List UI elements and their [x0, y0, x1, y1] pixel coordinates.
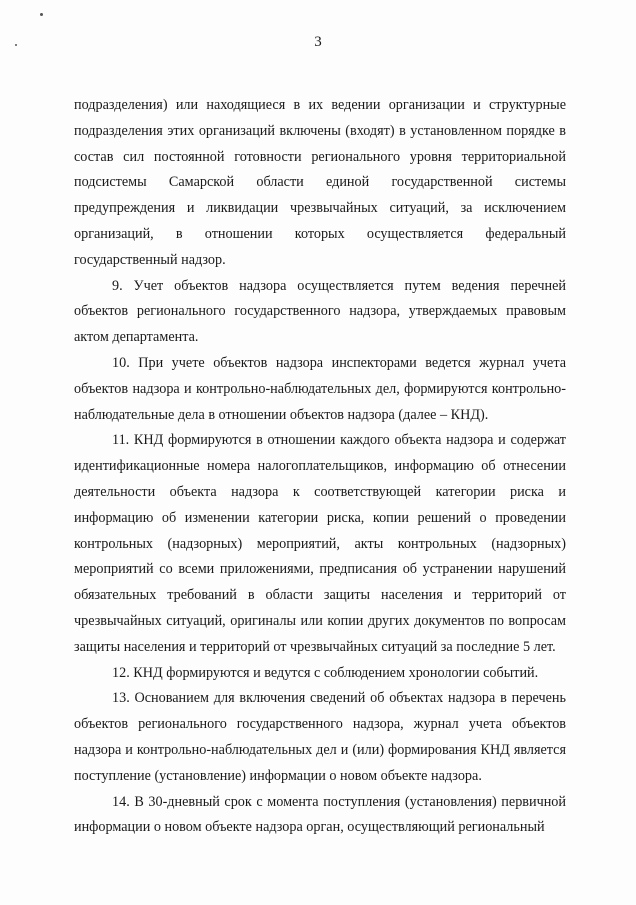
paragraph-11: 11. КНД формируются в отношении каждого объекта надзора и содержат идентификационные номера налогоплательщиков, информацию об отнесении деятельности объекта надзора к соответствующей категории риска и информацию об изменении категории риска, копии решений о проведении контрольных (надзорных) мероприятий, акты контрольных (надзорных) мероприятий со всеми приложениями, предписания об устранении нарушений обязательных требований в области защиты населения и территорий от чрезвычайных ситуаций, оригиналы или копии других документов по вопросам защиты населения и территорий от чрезвычайных ситуаций за последние 5 лет. — [74, 432, 566, 655]
scan-speck — [40, 13, 43, 16]
paragraph-9: 9. Учет объектов надзора осуществляется путем ведения перечней объектов регионального государственного надзора, утверждаемых правовым актом департамента. — [74, 277, 566, 346]
page-number: 3 — [314, 34, 322, 50]
paragraph-10: 10. При учете объектов надзора инспекторами ведется журнал учета объектов надзора и контрольно-наблюдательных дел, формируются контрольно-наблюдательные дела в отношении объектов надзора (далее – КНД). — [74, 354, 566, 423]
paragraph-13: 13. Основанием для включения сведений об объектах надзора в перечень объектов регионального государственного надзора, журнал учета объектов надзора и контрольно-наблюдательных дел и (или) формирования КНД является поступление (установление) информации о новом объекте надзора. — [74, 690, 566, 784]
document-body — [74, 93, 566, 841]
paragraph-continuation: подразделения) или находящиеся в их ведении организации и структурные подразделения этих организаций включены (входят) в установленном порядке в состав сил постоянной готовности регионального уровня территориальной подсистемы Самарской области единой государственной системы предупреждения и ликвидации чрезвычайных ситуаций, за исключением организаций, в отношении которых осуществляется федеральный государственный надзор. — [74, 97, 566, 268]
paragraph-14: 14. В 30-дневный срок с момента поступления (установления) первичной информации о новом объекте надзора орган, осуществляющий региональный — [74, 793, 566, 836]
paragraph-12: 12. КНД формируются и ведутся с соблюдением хронологии событий. — [112, 664, 539, 681]
